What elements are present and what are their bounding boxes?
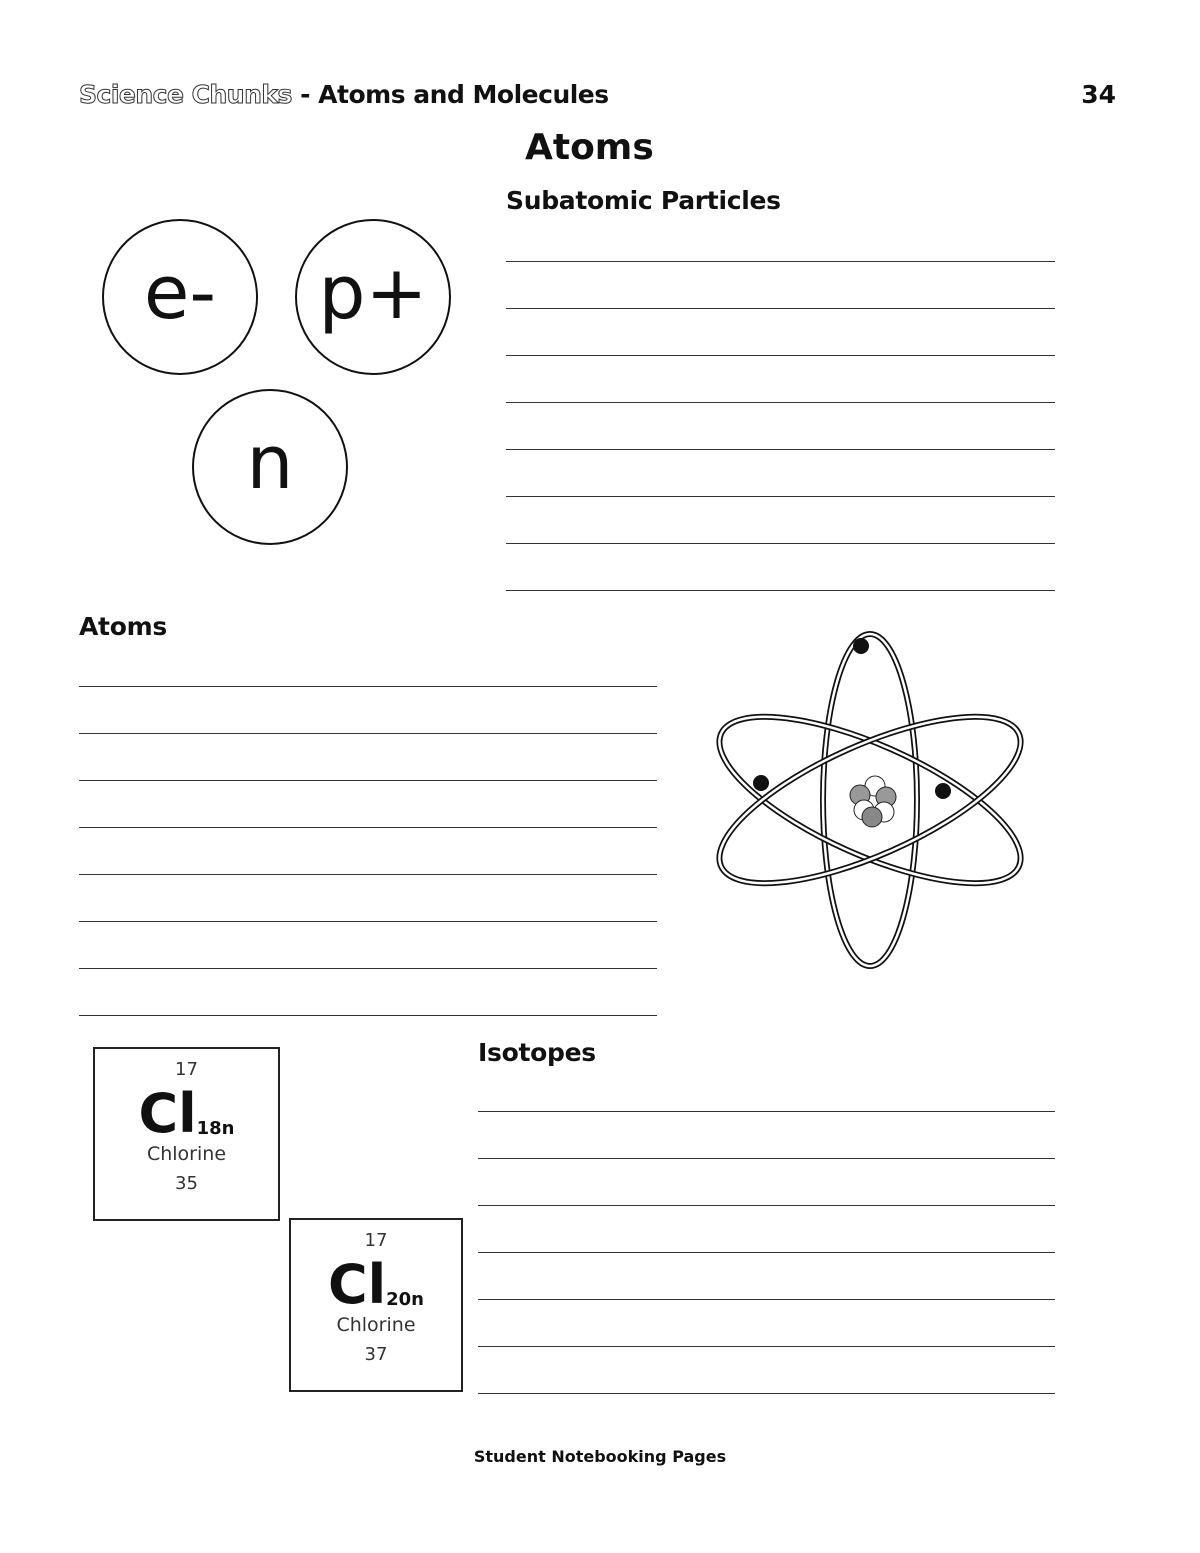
- isotopes-heading: Isotopes: [478, 1038, 596, 1067]
- mass-number: 37: [364, 1344, 388, 1366]
- element-name: Chlorine: [146, 1143, 227, 1166]
- writing-line[interactable]: [79, 686, 657, 687]
- page-title: Atoms: [525, 127, 654, 168]
- writing-line[interactable]: [506, 355, 1055, 356]
- neutron-count: 18n: [196, 1118, 235, 1139]
- writing-line[interactable]: [79, 968, 657, 969]
- writing-line[interactable]: [478, 1205, 1055, 1206]
- writing-line[interactable]: [79, 733, 657, 734]
- atomic-number: 17: [364, 1230, 388, 1251]
- element-symbol: Cl: [327, 1253, 387, 1316]
- neutron-label: n: [246, 420, 294, 506]
- electron-dot: [853, 638, 869, 654]
- subject-name: Atoms and Molecules: [318, 80, 609, 109]
- electron-dot: [935, 783, 951, 799]
- proton-circle: [295, 219, 451, 375]
- header-separator: -: [291, 80, 319, 109]
- series-name: Science Chunks: [79, 80, 292, 109]
- page-footer: Student Notebooking Pages: [473, 1447, 727, 1466]
- writing-line[interactable]: [506, 543, 1055, 544]
- proton-label: p+: [318, 250, 428, 336]
- writing-line[interactable]: [79, 874, 657, 875]
- writing-line[interactable]: [506, 402, 1055, 403]
- writing-line[interactable]: [79, 780, 657, 781]
- writing-line[interactable]: [478, 1252, 1055, 1253]
- writing-line[interactable]: [79, 921, 657, 922]
- subatomic-heading: Subatomic Particles: [506, 186, 781, 215]
- atom-diagram-icon: [690, 630, 1050, 980]
- writing-line[interactable]: [506, 449, 1055, 450]
- element-name: Chlorine: [336, 1314, 416, 1337]
- atoms-heading: Atoms: [79, 612, 167, 641]
- writing-line[interactable]: [506, 496, 1055, 497]
- neutron-circle: [192, 389, 348, 545]
- orbit-vertical: [823, 634, 917, 966]
- writing-line[interactable]: [478, 1111, 1055, 1112]
- electron-circle: [102, 219, 258, 375]
- writing-line[interactable]: [478, 1346, 1055, 1347]
- writing-line[interactable]: [506, 308, 1055, 309]
- element-card-cl37: [289, 1218, 463, 1392]
- atomic-number: 17: [175, 1059, 198, 1080]
- writing-line[interactable]: [478, 1299, 1055, 1300]
- writing-line[interactable]: [79, 1015, 657, 1016]
- writing-line[interactable]: [478, 1393, 1055, 1394]
- element-symbol: Cl: [138, 1082, 197, 1145]
- electron-label: e-: [143, 250, 217, 336]
- electron-dot: [753, 775, 769, 791]
- neutron-count: 20n: [386, 1289, 424, 1310]
- page-number: 34: [1081, 80, 1116, 109]
- writing-line[interactable]: [506, 590, 1055, 591]
- writing-line[interactable]: [478, 1158, 1055, 1159]
- writing-line[interactable]: [506, 261, 1055, 262]
- nucleus: [850, 776, 896, 827]
- element-card-cl35: [93, 1047, 280, 1221]
- mass-number: 35: [175, 1173, 198, 1195]
- writing-line[interactable]: [79, 827, 657, 828]
- page-header: [79, 80, 609, 109]
